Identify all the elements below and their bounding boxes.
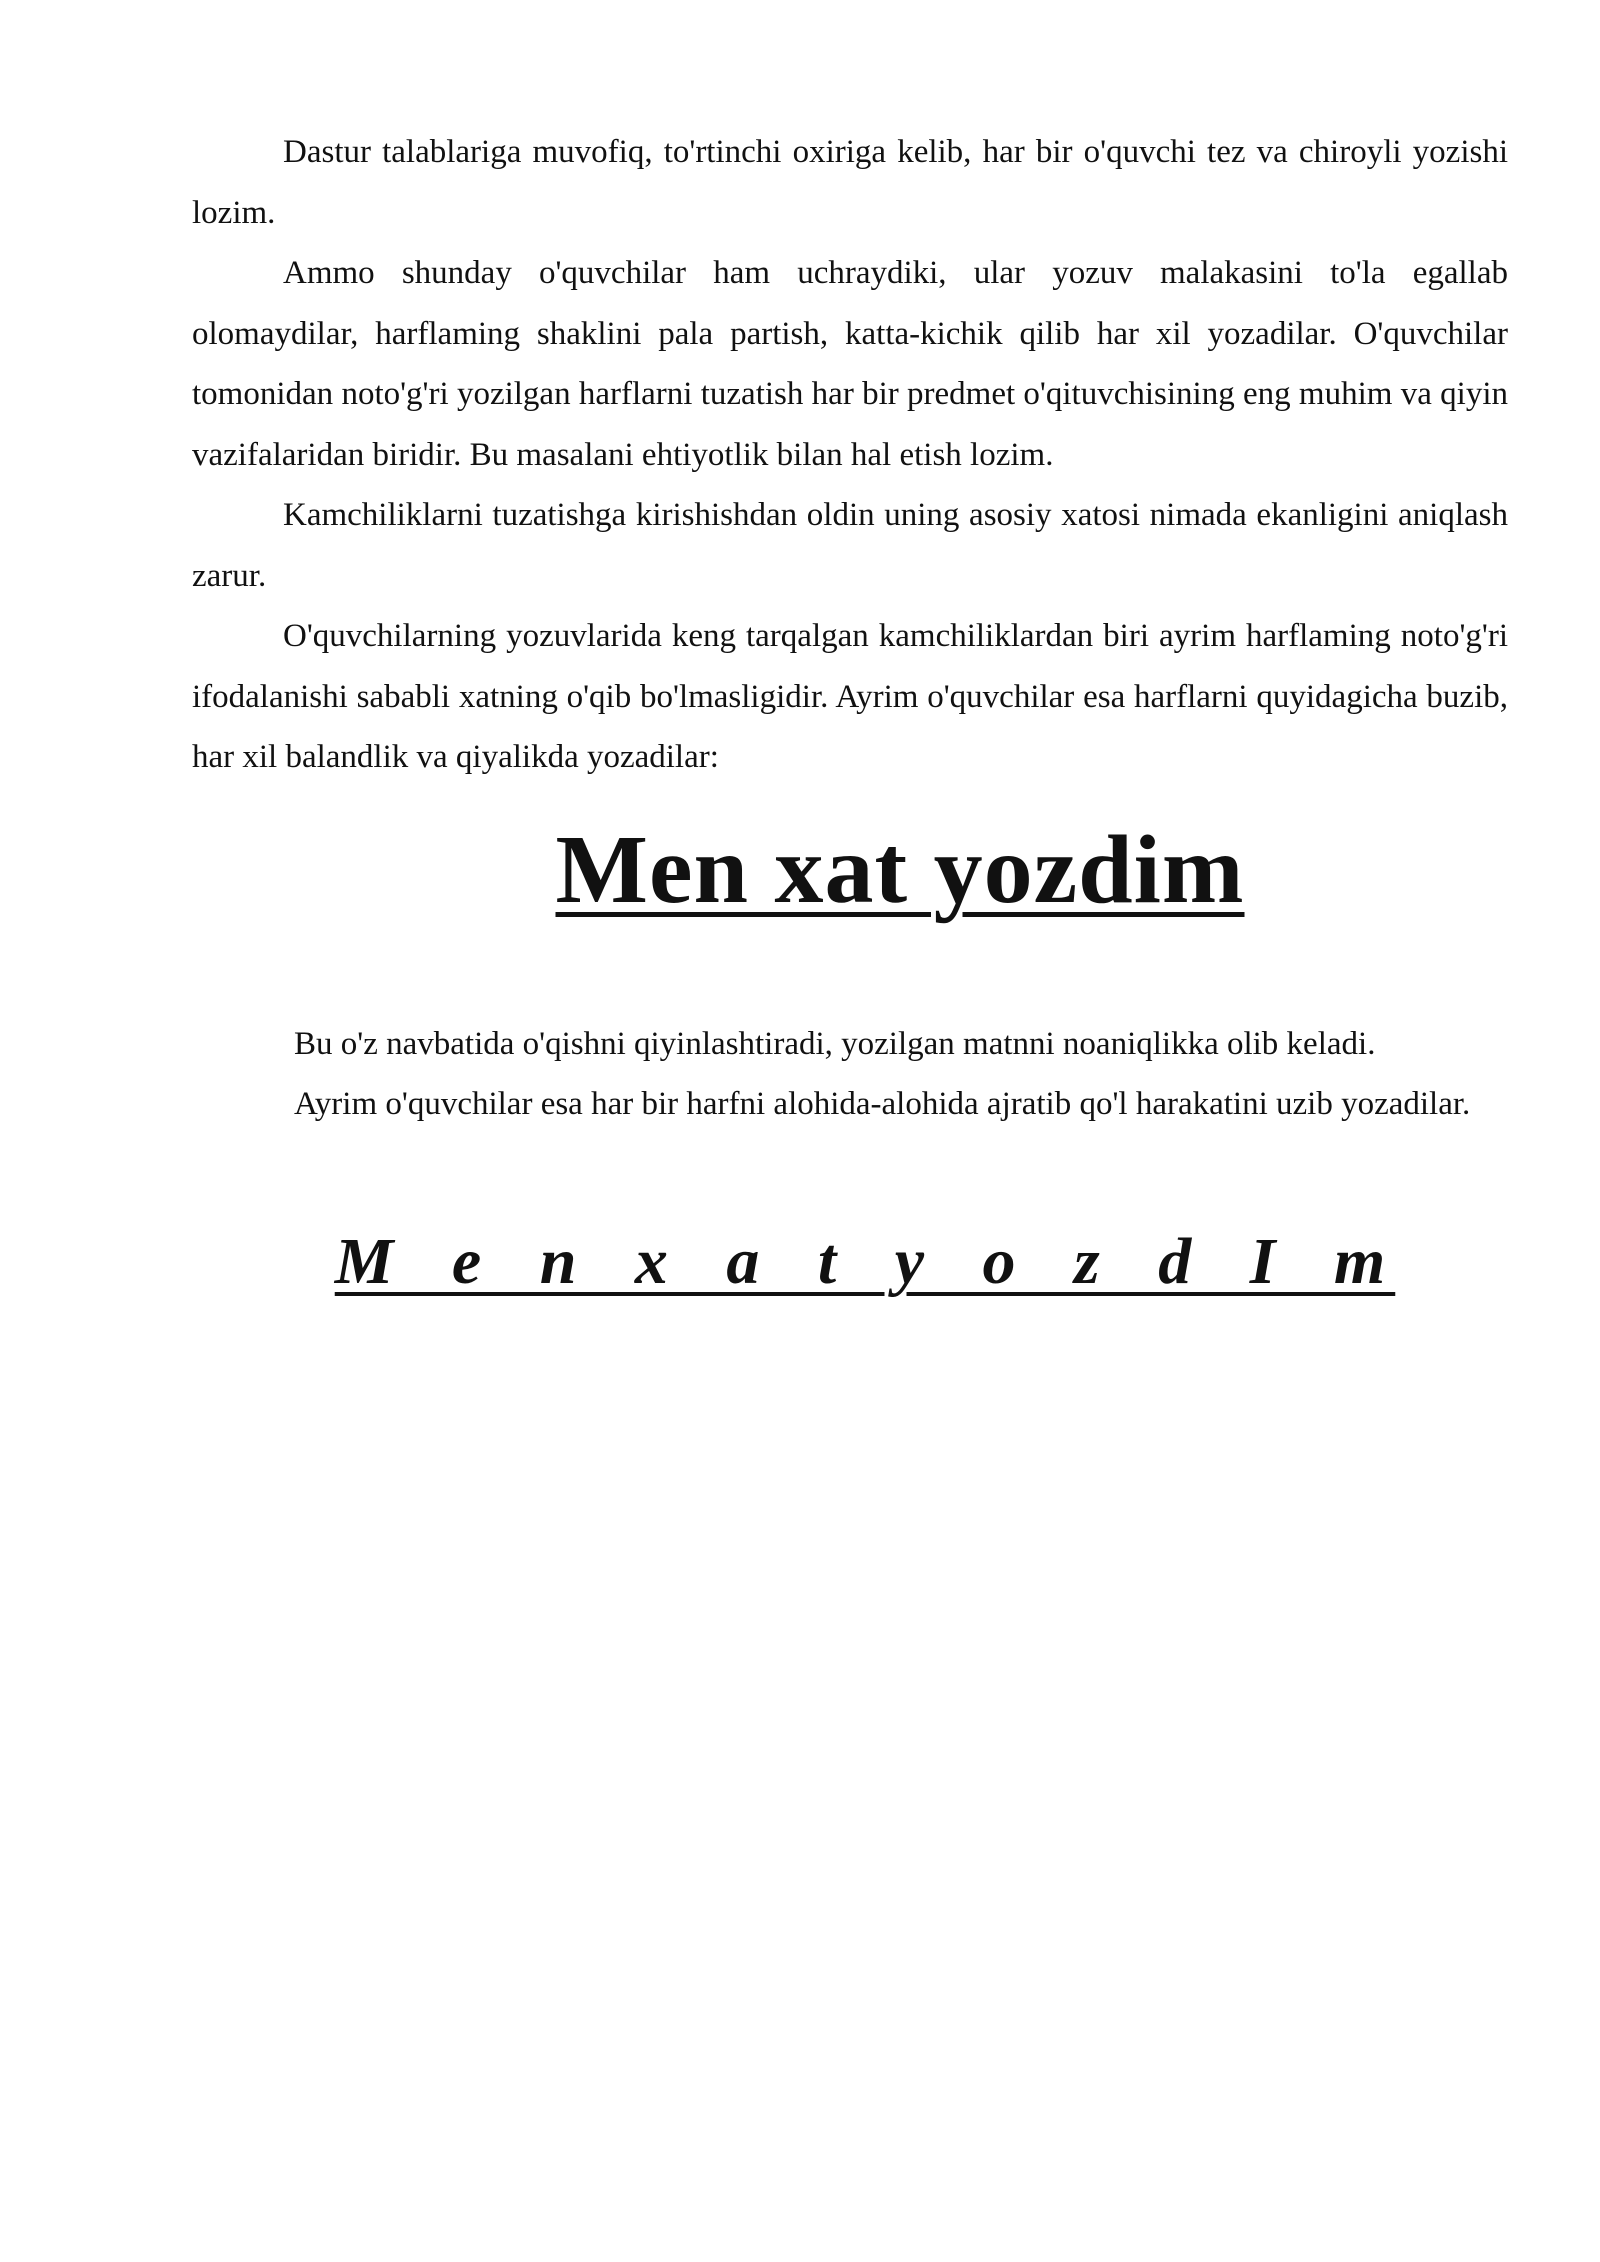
spacer [192,1135,1508,1217]
paragraph-4: O'quvchilarning yozuvlarida keng tarqalgan kamchiliklardan biri ayrim harflaming noto'g'ri ifodalanishi sababli xatning o'qib bo'lmasligidir. Ayrim o'quvchilar esa harflarni quyidagicha buzib, har xil balandlik va qiyalikda yozadilar: [192,618,1508,775]
paragraph-2: Ammo shunday o'quvchilar ham uchraydiki, ular yozuv malakasini to'la egallab olomaydilar, harflaming shaklini pala partish, katta-kichik qilib har xil yozadilar. O'quvchilar tomonidan noto'g'ri yozilgan harflarni tuzatish har bir predmet o'qituvchisining eng muhim va qiyin vazifalaridan biridir. Bu masalani ehtiyotlik bilan hal etish lozim. [192,255,1508,473]
paragraph-6: Ayrim o'quvchilar esa har bir harfni alohida-alohida ajratib qo'l harakatini uzib yozadilar. [294,1086,1471,1122]
paragraph-5: Bu o'z navbatida o'qishni qiyinlashtiradi, yozilgan matnni noaniqlikka olib keladi. [294,1025,1376,1062]
handwriting-example-separated: M e n x a t y o z d I m [334,1224,1396,1298]
spacer [192,930,1508,1014]
paragraph-3: Kamchiliklarni tuzatishga kirishishdan oldin uning asosiy xatosi nimada ekanligini aniqlash zarur. [192,497,1508,594]
paragraph-1: Dastur talablariga muvofiq, to'rtinchi oxiriga kelib, har bir o'quvchi tez va chiroyli yozishi lozim. [192,134,1508,231]
handwriting-example-uneven: Men xat yozdim [555,815,1245,924]
document-page [192,122,1508,1307]
